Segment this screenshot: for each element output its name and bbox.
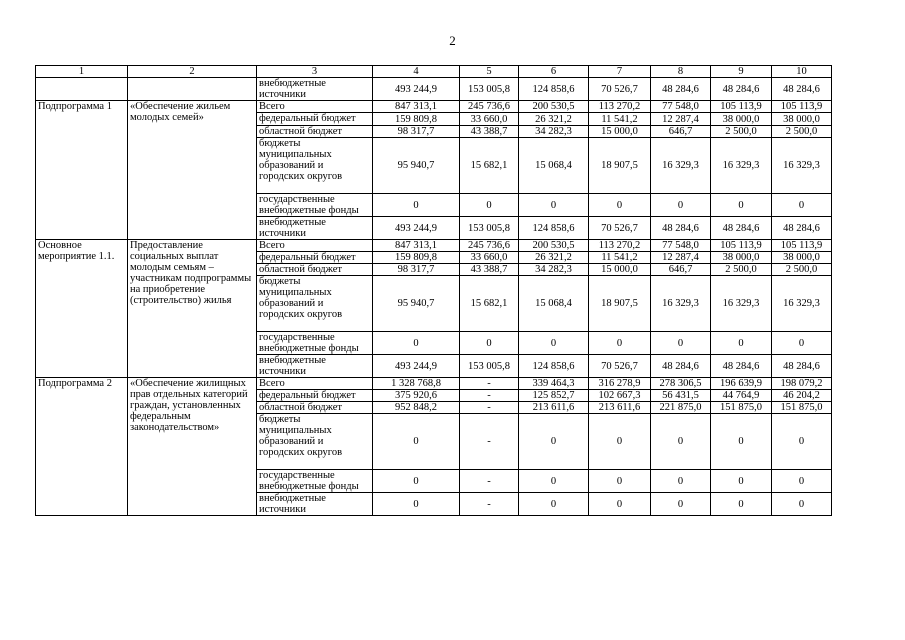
- funding-source-cell: областной бюджет: [257, 264, 373, 276]
- value-cell: 16 329,3: [772, 138, 832, 194]
- column-header: 8: [651, 66, 711, 78]
- column-header: 10: [772, 66, 832, 78]
- value-cell: 0: [772, 332, 832, 355]
- value-cell: 43 388,7: [460, 126, 519, 138]
- table-row: [36, 378, 832, 390]
- value-cell: 0: [373, 493, 460, 516]
- program-title-cell: [128, 78, 257, 101]
- funding-source-cell: государственные внебюджетные фонды: [257, 470, 373, 493]
- value-cell: 646,7: [651, 264, 711, 276]
- value-cell: 0: [589, 194, 651, 217]
- value-cell: 0: [711, 194, 772, 217]
- funding-source-cell: бюджеты муниципальных образований и городских округов: [257, 414, 373, 470]
- value-cell: 11 541,2: [589, 113, 651, 126]
- value-cell: 200 530,5: [519, 101, 589, 113]
- value-cell: 56 431,5: [651, 390, 711, 402]
- value-cell: 48 284,6: [711, 355, 772, 378]
- value-cell: 0: [772, 414, 832, 470]
- value-cell: 48 284,6: [651, 355, 711, 378]
- value-cell: 278 306,5: [651, 378, 711, 390]
- value-cell: 2 500,0: [772, 264, 832, 276]
- value-cell: 105 113,9: [711, 240, 772, 252]
- value-cell: 0: [519, 493, 589, 516]
- value-cell: 12 287,4: [651, 113, 711, 126]
- value-cell: 15 682,1: [460, 138, 519, 194]
- value-cell: 70 526,7: [589, 78, 651, 101]
- column-header: 6: [519, 66, 589, 78]
- value-cell: 221 875,0: [651, 402, 711, 414]
- value-cell: 200 530,5: [519, 240, 589, 252]
- value-cell: 70 526,7: [589, 355, 651, 378]
- value-cell: 98 317,7: [373, 264, 460, 276]
- funding-source-cell: бюджеты муниципальных образований и городских округов: [257, 138, 373, 194]
- value-cell: 34 282,3: [519, 126, 589, 138]
- value-cell: 95 940,7: [373, 138, 460, 194]
- funding-source-cell: федеральный бюджет: [257, 390, 373, 402]
- table-row: [36, 78, 832, 101]
- value-cell: 12 287,4: [651, 252, 711, 264]
- value-cell: 43 388,7: [460, 264, 519, 276]
- funding-source-cell: областной бюджет: [257, 126, 373, 138]
- value-cell: 44 764,9: [711, 390, 772, 402]
- value-cell: 16 329,3: [711, 138, 772, 194]
- value-cell: 0: [651, 332, 711, 355]
- program-cell: Подпрограмма 2: [36, 378, 128, 516]
- program-cell: Основное мероприятие 1.1.: [36, 240, 128, 378]
- value-cell: 38 000,0: [711, 113, 772, 126]
- column-header: 1: [36, 66, 128, 78]
- value-cell: 15 000,0: [589, 264, 651, 276]
- table-row: [36, 101, 832, 113]
- value-cell: 0: [651, 414, 711, 470]
- value-cell: 0: [651, 470, 711, 493]
- value-cell: 48 284,6: [772, 217, 832, 240]
- value-cell: 0: [460, 332, 519, 355]
- value-cell: 70 526,7: [589, 217, 651, 240]
- value-cell: 48 284,6: [651, 217, 711, 240]
- value-cell: 0: [651, 194, 711, 217]
- value-cell: 316 278,9: [589, 378, 651, 390]
- value-cell: 339 464,3: [519, 378, 589, 390]
- value-cell: 493 244,9: [373, 355, 460, 378]
- value-cell: 95 940,7: [373, 276, 460, 332]
- value-cell: 0: [460, 194, 519, 217]
- program-title-cell: «Обеспечение жилищных прав отдельных категорий граждан, установленных федеральным законодательством»: [128, 378, 257, 516]
- funding-source-cell: государственные внебюджетные фонды: [257, 194, 373, 217]
- value-cell: 38 000,0: [772, 113, 832, 126]
- header-row: [36, 66, 832, 78]
- value-cell: 16 329,3: [651, 138, 711, 194]
- value-cell: 646,7: [651, 126, 711, 138]
- value-cell: 15 068,4: [519, 276, 589, 332]
- column-header: 5: [460, 66, 519, 78]
- value-cell: 48 284,6: [711, 78, 772, 101]
- value-cell: 493 244,9: [373, 78, 460, 101]
- value-cell: 213 611,6: [589, 402, 651, 414]
- value-cell: 124 858,6: [519, 355, 589, 378]
- value-cell: 0: [589, 470, 651, 493]
- program-title-cell: «Обеспечение жильем молодых семей»: [128, 101, 257, 240]
- value-cell: 159 809,8: [373, 252, 460, 264]
- value-cell: 105 113,9: [772, 240, 832, 252]
- value-cell: 102 667,3: [589, 390, 651, 402]
- value-cell: 2 500,0: [711, 126, 772, 138]
- value-cell: 16 329,3: [711, 276, 772, 332]
- value-cell: -: [460, 414, 519, 470]
- value-cell: 77 548,0: [651, 240, 711, 252]
- funding-source-cell: внебюджетные источники: [257, 355, 373, 378]
- value-cell: 46 204,2: [772, 390, 832, 402]
- column-header: 2: [128, 66, 257, 78]
- value-cell: 0: [589, 414, 651, 470]
- value-cell: 124 858,6: [519, 78, 589, 101]
- value-cell: 196 639,9: [711, 378, 772, 390]
- value-cell: 105 113,9: [772, 101, 832, 113]
- column-header: 9: [711, 66, 772, 78]
- value-cell: 0: [519, 414, 589, 470]
- column-header: 4: [373, 66, 460, 78]
- value-cell: 48 284,6: [772, 78, 832, 101]
- value-cell: 952 848,2: [373, 402, 460, 414]
- value-cell: 198 079,2: [772, 378, 832, 390]
- table-row: [36, 240, 832, 252]
- value-cell: 26 321,2: [519, 113, 589, 126]
- value-cell: 16 329,3: [772, 276, 832, 332]
- value-cell: 48 284,6: [772, 355, 832, 378]
- value-cell: 0: [772, 194, 832, 217]
- value-cell: 375 920,6: [373, 390, 460, 402]
- value-cell: 0: [519, 332, 589, 355]
- funding-source-cell: федеральный бюджет: [257, 113, 373, 126]
- value-cell: 125 852,7: [519, 390, 589, 402]
- value-cell: 0: [772, 470, 832, 493]
- budget-table: [35, 65, 832, 516]
- value-cell: 847 313,1: [373, 101, 460, 113]
- value-cell: 15 000,0: [589, 126, 651, 138]
- value-cell: 105 113,9: [711, 101, 772, 113]
- column-header: 3: [257, 66, 373, 78]
- funding-source-cell: областной бюджет: [257, 402, 373, 414]
- value-cell: 18 907,5: [589, 276, 651, 332]
- value-cell: 245 736,6: [460, 240, 519, 252]
- value-cell: 0: [373, 414, 460, 470]
- funding-source-cell: государственные внебюджетные фонды: [257, 332, 373, 355]
- value-cell: 113 270,2: [589, 101, 651, 113]
- value-cell: -: [460, 390, 519, 402]
- funding-source-cell: внебюджетные источники: [257, 493, 373, 516]
- value-cell: 26 321,2: [519, 252, 589, 264]
- value-cell: 0: [373, 470, 460, 493]
- value-cell: 34 282,3: [519, 264, 589, 276]
- value-cell: 0: [519, 470, 589, 493]
- value-cell: 2 500,0: [772, 126, 832, 138]
- value-cell: 11 541,2: [589, 252, 651, 264]
- value-cell: 0: [373, 332, 460, 355]
- value-cell: 48 284,6: [711, 217, 772, 240]
- value-cell: 0: [373, 194, 460, 217]
- value-cell: 0: [519, 194, 589, 217]
- value-cell: 0: [711, 493, 772, 516]
- program-cell: [36, 78, 128, 101]
- value-cell: 38 000,0: [711, 252, 772, 264]
- value-cell: -: [460, 402, 519, 414]
- column-header: 7: [589, 66, 651, 78]
- funding-source-cell: внебюджетные источники: [257, 217, 373, 240]
- page-number: 2: [449, 33, 456, 48]
- value-cell: 1 328 768,8: [373, 378, 460, 390]
- value-cell: 0: [711, 332, 772, 355]
- value-cell: 0: [589, 493, 651, 516]
- value-cell: 98 317,7: [373, 126, 460, 138]
- value-cell: 0: [772, 493, 832, 516]
- value-cell: 18 907,5: [589, 138, 651, 194]
- value-cell: 493 244,9: [373, 217, 460, 240]
- program-title-cell: Предоставление социальных выплат молодым семьям – участникам подпрограммы на приобретение (строительство) жилья: [128, 240, 257, 378]
- value-cell: 0: [589, 332, 651, 355]
- value-cell: 0: [711, 470, 772, 493]
- value-cell: -: [460, 378, 519, 390]
- value-cell: -: [460, 470, 519, 493]
- value-cell: 847 313,1: [373, 240, 460, 252]
- funding-source-cell: Всего: [257, 240, 373, 252]
- funding-source-cell: бюджеты муниципальных образований и городских округов: [257, 276, 373, 332]
- value-cell: 113 270,2: [589, 240, 651, 252]
- value-cell: 153 005,8: [460, 217, 519, 240]
- value-cell: 15 068,4: [519, 138, 589, 194]
- value-cell: 245 736,6: [460, 101, 519, 113]
- funding-source-cell: Всего: [257, 101, 373, 113]
- value-cell: 33 660,0: [460, 113, 519, 126]
- value-cell: 151 875,0: [772, 402, 832, 414]
- funding-source-cell: внебюджетные источники: [257, 78, 373, 101]
- value-cell: 38 000,0: [772, 252, 832, 264]
- value-cell: -: [460, 493, 519, 516]
- value-cell: 213 611,6: [519, 402, 589, 414]
- value-cell: 15 682,1: [460, 276, 519, 332]
- value-cell: 77 548,0: [651, 101, 711, 113]
- program-cell: Подпрограмма 1: [36, 101, 128, 240]
- value-cell: 0: [711, 414, 772, 470]
- value-cell: 48 284,6: [651, 78, 711, 101]
- value-cell: 159 809,8: [373, 113, 460, 126]
- value-cell: 2 500,0: [711, 264, 772, 276]
- value-cell: 153 005,8: [460, 355, 519, 378]
- value-cell: 16 329,3: [651, 276, 711, 332]
- value-cell: 0: [651, 493, 711, 516]
- value-cell: 151 875,0: [711, 402, 772, 414]
- value-cell: 153 005,8: [460, 78, 519, 101]
- funding-source-cell: федеральный бюджет: [257, 252, 373, 264]
- funding-source-cell: Всего: [257, 378, 373, 390]
- value-cell: 33 660,0: [460, 252, 519, 264]
- value-cell: 124 858,6: [519, 217, 589, 240]
